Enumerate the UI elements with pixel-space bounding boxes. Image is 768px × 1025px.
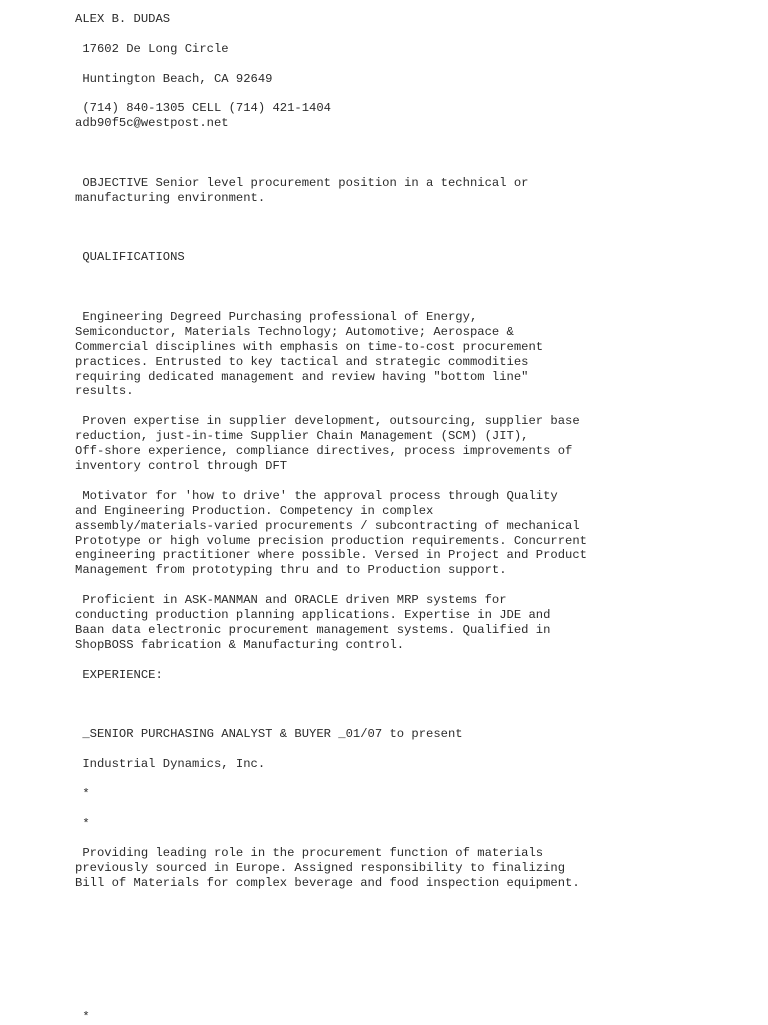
qualification-line: Proven expertise in supplier development, outsourcing, supplier base: [75, 414, 580, 429]
qualification-line: engineering practitioner where possible. Versed in Project and Product: [75, 548, 587, 563]
blank-line: [75, 235, 735, 250]
blank-line: [75, 921, 735, 936]
qualification-line: practices. Entrusted to key tactical and strategic commodities: [75, 354, 529, 369]
qualification-line: reduction, just-in-time Supplier Chain Management (SCM) (JIT),: [75, 429, 529, 444]
bullet-marker: *: [75, 816, 90, 831]
qualification-line: requiring dedicated management and review having "bottom line": [75, 369, 529, 384]
qualification-line: Off-shore experience, compliance directives, process improvements of: [75, 444, 573, 459]
experience-heading: EXPERIENCE:: [75, 667, 163, 682]
blank-line: [75, 906, 735, 921]
qualification-line: assembly/materials-varied procurements / subcontracting of mechanical: [75, 518, 580, 533]
qualification-line: Engineering Degreed Purchasing professional of Energy,: [75, 309, 478, 324]
address-street: 17602 De Long Circle: [75, 41, 229, 56]
bullet-marker: *: [75, 1010, 90, 1025]
qualification-line: Semiconductor, Materials Technology; Automotive; Aerospace &: [75, 324, 514, 339]
experience-description-line: previously sourced in Europe. Assigned responsibility to finalizing: [75, 861, 566, 876]
qualification-line: Proficient in ASK-MANMAN and ORACLE driven MRP systems for: [75, 593, 507, 608]
objective-line: OBJECTIVE Senior level procurement position in a technical or: [75, 175, 529, 190]
objective-line: manufacturing environment.: [75, 190, 266, 205]
blank-line: [75, 87, 735, 102]
blank-line: [75, 131, 735, 146]
blank-line: [75, 772, 735, 787]
blank-line: [75, 712, 735, 727]
experience-description-line: Bill of Materials for complex beverage and food inspection equipment.: [75, 876, 580, 891]
resume-document: [75, 12, 735, 1025]
blank-line: [75, 653, 735, 668]
experience-description-line: Providing leading role in the procurement function of materials: [75, 846, 544, 861]
blank-line: [75, 951, 735, 966]
blank-line: [75, 295, 735, 310]
blank-line: [75, 27, 735, 42]
blank-line: [75, 697, 735, 712]
blank-line: [75, 995, 735, 1010]
qualification-line: Prototype or high volume precision production requirements. Concurrent: [75, 533, 587, 548]
qualification-line: ShopBOSS fabrication & Manufacturing control.: [75, 637, 405, 652]
blank-line: [75, 57, 735, 72]
qualification-line: Baan data electronic procurement management systems. Qualified in: [75, 622, 551, 637]
bullet-marker: *: [75, 786, 90, 801]
qualification-line: Commercial disciplines with emphasis on time-to-cost procurement: [75, 339, 544, 354]
qualification-line: Management from prototyping thru and to Production support.: [75, 563, 507, 578]
qualification-line: and Engineering Production. Competency in complex: [75, 503, 434, 518]
email-address: adb90f5c@westpost.net: [75, 116, 229, 131]
blank-line: [75, 265, 735, 280]
blank-line: [75, 206, 735, 221]
blank-line: [75, 980, 735, 995]
blank-line: [75, 578, 735, 593]
blank-line: [75, 936, 735, 951]
blank-line: [75, 221, 735, 236]
blank-line: [75, 832, 735, 847]
company-name: Industrial Dynamics, Inc.: [75, 757, 266, 771]
blank-line: [75, 683, 735, 698]
blank-line: [75, 161, 735, 176]
qualification-line: results.: [75, 384, 134, 399]
phone-numbers: (714) 840-1305 CELL (714) 421-1404: [75, 101, 331, 116]
blank-line: [75, 742, 735, 757]
qualification-line: Motivator for 'how to drive' the approval process through Quality: [75, 488, 558, 503]
address-city: Huntington Beach, CA 92649: [75, 71, 273, 86]
blank-line: [75, 802, 735, 817]
candidate-name: ALEX B. DUDAS: [75, 12, 171, 26]
blank-line: [75, 280, 735, 295]
qualification-line: conducting production planning applications. Expertise in JDE and: [75, 608, 551, 623]
blank-line: [75, 891, 735, 906]
qualification-line: inventory control through DFT: [75, 458, 288, 473]
blank-line: [75, 474, 735, 489]
job-title: _SENIOR PURCHASING ANALYST & BUYER _01/07 to present: [75, 727, 463, 742]
blank-line: [75, 966, 735, 981]
blank-line: [75, 399, 735, 414]
qualifications-heading: QUALIFICATIONS: [75, 250, 185, 265]
blank-line: [75, 146, 735, 161]
